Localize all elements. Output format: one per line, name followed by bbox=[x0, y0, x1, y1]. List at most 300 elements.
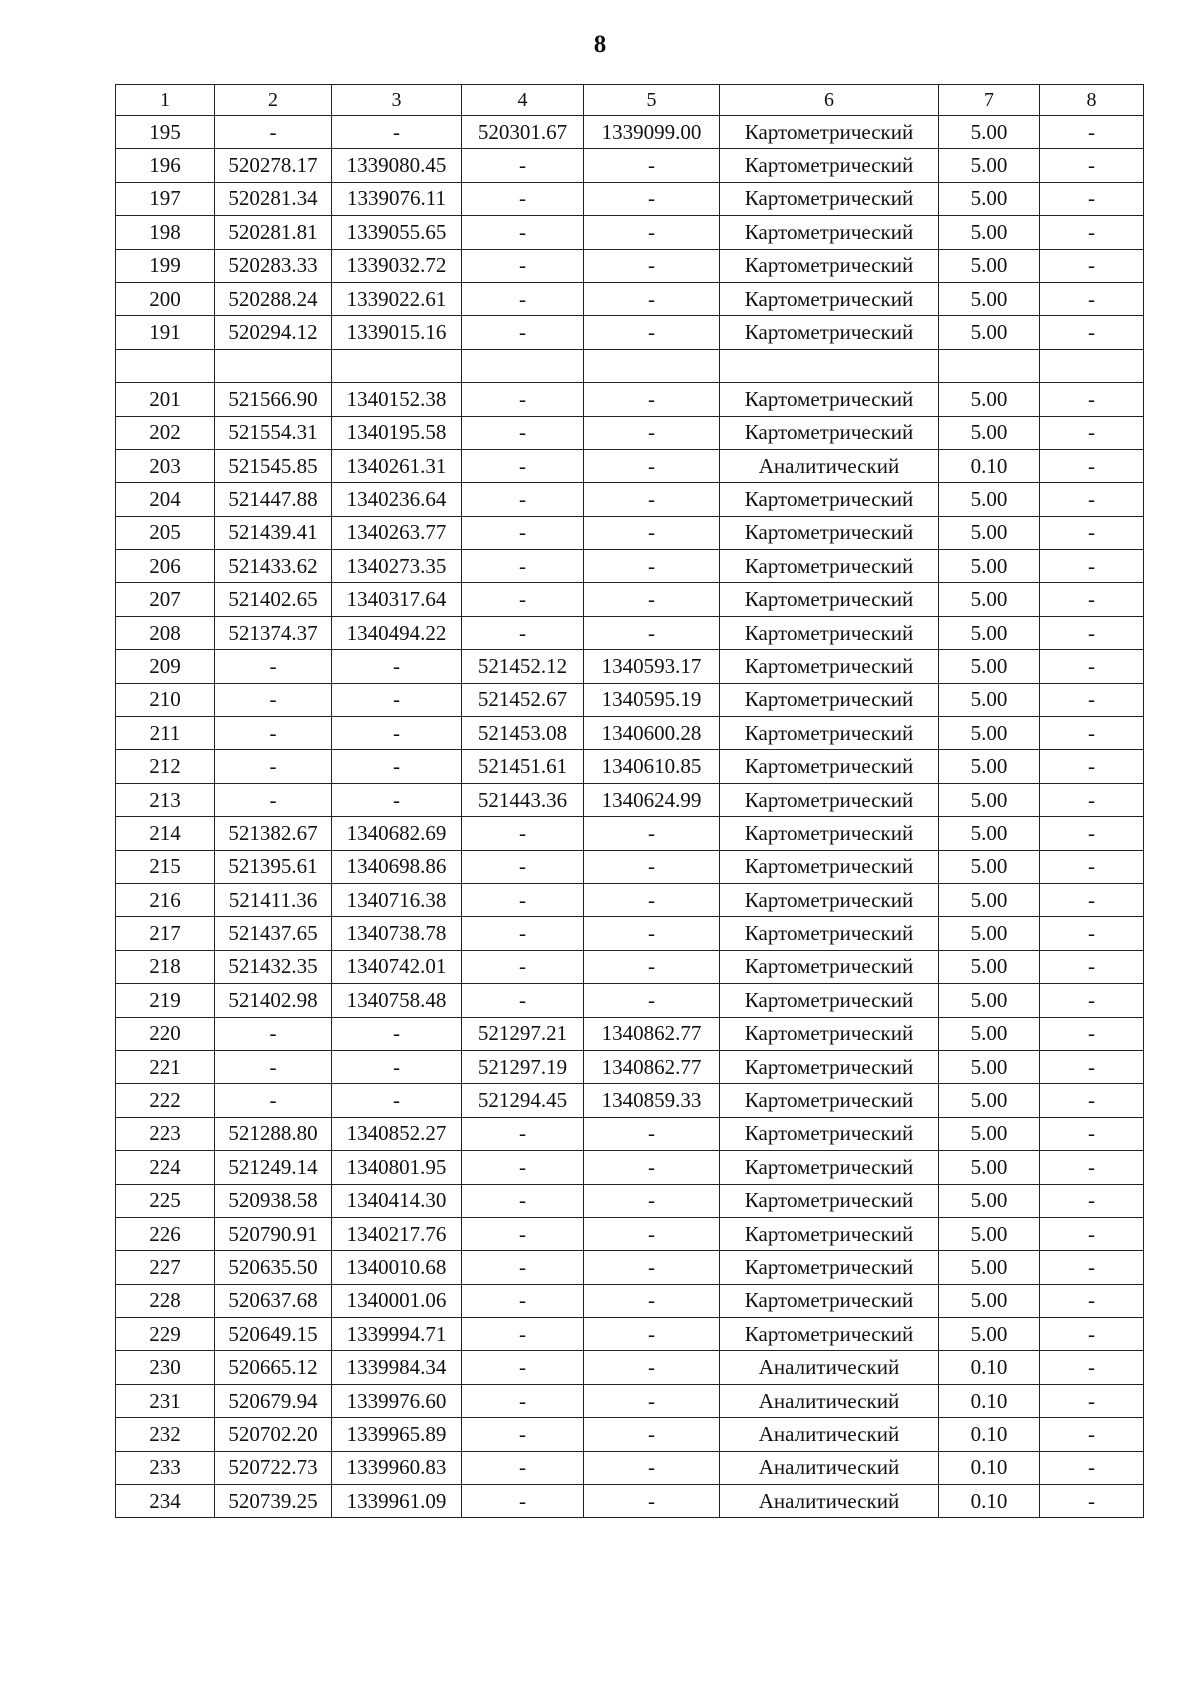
y-coordinate-alt-cell: - bbox=[584, 1284, 720, 1317]
y-coordinate-alt-cell: 1340624.99 bbox=[584, 783, 720, 816]
point-number-cell: 201 bbox=[116, 383, 215, 416]
y-coordinate-alt-cell: - bbox=[584, 950, 720, 983]
x-coordinate-cell: - bbox=[215, 650, 332, 683]
y-coordinate-cell: 1340273.35 bbox=[332, 550, 462, 583]
x-coordinate-alt-cell: - bbox=[462, 1318, 584, 1351]
y-coordinate-alt-cell: 1340593.17 bbox=[584, 650, 720, 683]
method-cell: Картометрический bbox=[720, 483, 939, 516]
x-coordinate-cell: 520665.12 bbox=[215, 1351, 332, 1384]
y-coordinate-alt-cell: - bbox=[584, 616, 720, 649]
y-coordinate-alt-cell: - bbox=[584, 1384, 720, 1417]
accuracy-cell: 5.00 bbox=[939, 1017, 1040, 1050]
x-coordinate-cell: 520649.15 bbox=[215, 1318, 332, 1351]
y-coordinate-alt-cell: - bbox=[584, 282, 720, 315]
y-coordinate-cell: - bbox=[332, 650, 462, 683]
table-row bbox=[116, 750, 1144, 783]
method-cell: Картометрический bbox=[720, 316, 939, 349]
y-coordinate-cell: 1340317.64 bbox=[332, 583, 462, 616]
description-cell: - bbox=[1040, 316, 1144, 349]
table-row bbox=[116, 316, 1144, 349]
method-cell: Картометрический bbox=[720, 883, 939, 916]
y-coordinate-cell: 1340236.64 bbox=[332, 483, 462, 516]
method-cell: Картометрический bbox=[720, 850, 939, 883]
y-coordinate-alt-cell: - bbox=[584, 917, 720, 950]
x-coordinate-alt-cell: - bbox=[462, 249, 584, 282]
accuracy-cell: 5.00 bbox=[939, 583, 1040, 616]
x-coordinate-alt-cell: - bbox=[462, 1351, 584, 1384]
y-coordinate-cell: 1339076.11 bbox=[332, 182, 462, 215]
x-coordinate-alt-cell: - bbox=[462, 950, 584, 983]
x-coordinate-cell: 521374.37 bbox=[215, 616, 332, 649]
y-coordinate-cell: 1340738.78 bbox=[332, 917, 462, 950]
point-number-cell: 216 bbox=[116, 883, 215, 916]
table-row bbox=[116, 984, 1144, 1017]
method-cell: Картометрический bbox=[720, 383, 939, 416]
y-coordinate-alt-cell: - bbox=[584, 383, 720, 416]
table-body bbox=[116, 116, 1144, 1518]
method-cell: Аналитический bbox=[720, 1384, 939, 1417]
point-number-cell: 208 bbox=[116, 616, 215, 649]
x-coordinate-cell: 521411.36 bbox=[215, 883, 332, 916]
point-number-cell: 197 bbox=[116, 182, 215, 215]
table-row bbox=[116, 483, 1144, 516]
y-coordinate-cell: 1339055.65 bbox=[332, 216, 462, 249]
description-cell: - bbox=[1040, 717, 1144, 750]
table-row bbox=[116, 1351, 1144, 1384]
y-coordinate-alt-cell: - bbox=[584, 817, 720, 850]
description-cell: - bbox=[1040, 1451, 1144, 1484]
x-coordinate-cell: 520790.91 bbox=[215, 1217, 332, 1250]
y-coordinate-alt-cell: - bbox=[584, 984, 720, 1017]
y-coordinate-alt-cell: - bbox=[584, 1184, 720, 1217]
method-cell: Картометрический bbox=[720, 750, 939, 783]
description-cell: - bbox=[1040, 850, 1144, 883]
y-coordinate-cell: 1340698.86 bbox=[332, 850, 462, 883]
y-coordinate-cell: 1339080.45 bbox=[332, 149, 462, 182]
coordinates-table bbox=[115, 84, 1144, 1518]
table-row bbox=[116, 650, 1144, 683]
y-coordinate-cell: 1339960.83 bbox=[332, 1451, 462, 1484]
x-coordinate-cell: 521249.14 bbox=[215, 1151, 332, 1184]
method-cell: Картометрический bbox=[720, 917, 939, 950]
y-coordinate-alt-cell: - bbox=[584, 216, 720, 249]
y-coordinate-alt-cell: - bbox=[584, 1117, 720, 1150]
column-header: 8 bbox=[1040, 85, 1144, 116]
table-row bbox=[116, 516, 1144, 549]
y-coordinate-cell bbox=[332, 349, 462, 382]
table-row bbox=[116, 1418, 1144, 1451]
table-row bbox=[116, 1050, 1144, 1083]
description-cell: - bbox=[1040, 383, 1144, 416]
x-coordinate-cell: 521439.41 bbox=[215, 516, 332, 549]
description-cell: - bbox=[1040, 149, 1144, 182]
description-cell: - bbox=[1040, 1284, 1144, 1317]
y-coordinate-alt-cell: - bbox=[584, 449, 720, 482]
accuracy-cell: 0.10 bbox=[939, 1485, 1040, 1518]
x-coordinate-alt-cell: - bbox=[462, 1284, 584, 1317]
y-coordinate-alt-cell: 1340595.19 bbox=[584, 683, 720, 716]
method-cell: Картометрический bbox=[720, 516, 939, 549]
description-cell: - bbox=[1040, 516, 1144, 549]
x-coordinate-cell: 520281.34 bbox=[215, 182, 332, 215]
point-number-cell: 231 bbox=[116, 1384, 215, 1417]
point-number-cell: 224 bbox=[116, 1151, 215, 1184]
x-coordinate-alt-cell: - bbox=[462, 383, 584, 416]
method-cell: Картометрический bbox=[720, 249, 939, 282]
description-cell: - bbox=[1040, 116, 1144, 149]
table-row bbox=[116, 1284, 1144, 1317]
point-number-cell: 206 bbox=[116, 550, 215, 583]
x-coordinate-cell: 521433.62 bbox=[215, 550, 332, 583]
y-coordinate-cell: - bbox=[332, 717, 462, 750]
y-coordinate-alt-cell: - bbox=[584, 883, 720, 916]
y-coordinate-cell: 1340682.69 bbox=[332, 817, 462, 850]
x-coordinate-alt-cell: - bbox=[462, 182, 584, 215]
y-coordinate-cell: - bbox=[332, 1017, 462, 1050]
x-coordinate-alt-cell: 521294.45 bbox=[462, 1084, 584, 1117]
y-coordinate-alt-cell bbox=[584, 349, 720, 382]
y-coordinate-alt-cell: - bbox=[584, 149, 720, 182]
point-number-cell: 210 bbox=[116, 683, 215, 716]
point-number-cell: 207 bbox=[116, 583, 215, 616]
x-coordinate-alt-cell: - bbox=[462, 583, 584, 616]
accuracy-cell: 5.00 bbox=[939, 817, 1040, 850]
table-row bbox=[116, 850, 1144, 883]
accuracy-cell: 5.00 bbox=[939, 683, 1040, 716]
accuracy-cell: 5.00 bbox=[939, 316, 1040, 349]
table-row bbox=[116, 1117, 1144, 1150]
y-coordinate-alt-cell: - bbox=[584, 1251, 720, 1284]
y-coordinate-alt-cell: - bbox=[584, 850, 720, 883]
y-coordinate-cell: 1340001.06 bbox=[332, 1284, 462, 1317]
accuracy-cell: 5.00 bbox=[939, 182, 1040, 215]
y-coordinate-cell: - bbox=[332, 1084, 462, 1117]
x-coordinate-cell: - bbox=[215, 783, 332, 816]
accuracy-cell: 5.00 bbox=[939, 1151, 1040, 1184]
x-coordinate-cell: - bbox=[215, 1017, 332, 1050]
description-cell: - bbox=[1040, 683, 1144, 716]
description-cell: - bbox=[1040, 1418, 1144, 1451]
table-row bbox=[116, 216, 1144, 249]
x-coordinate-alt-cell: 521451.61 bbox=[462, 750, 584, 783]
x-coordinate-alt-cell: - bbox=[462, 850, 584, 883]
y-coordinate-alt-cell: 1340862.77 bbox=[584, 1050, 720, 1083]
column-header: 4 bbox=[462, 85, 584, 116]
table-row bbox=[116, 282, 1144, 315]
x-coordinate-alt-cell: 521297.19 bbox=[462, 1050, 584, 1083]
x-coordinate-cell: 520278.17 bbox=[215, 149, 332, 182]
accuracy-cell: 5.00 bbox=[939, 616, 1040, 649]
description-cell: - bbox=[1040, 1485, 1144, 1518]
table-row bbox=[116, 1318, 1144, 1351]
description-cell: - bbox=[1040, 249, 1144, 282]
x-coordinate-cell: 521432.35 bbox=[215, 950, 332, 983]
table-header bbox=[116, 85, 1144, 116]
x-coordinate-cell: - bbox=[215, 1084, 332, 1117]
x-coordinate-alt-cell: - bbox=[462, 516, 584, 549]
table-row bbox=[116, 1485, 1144, 1518]
y-coordinate-alt-cell: - bbox=[584, 1217, 720, 1250]
accuracy-cell: 0.10 bbox=[939, 1384, 1040, 1417]
y-coordinate-cell: 1339032.72 bbox=[332, 249, 462, 282]
description-cell: - bbox=[1040, 1017, 1144, 1050]
table-row bbox=[116, 1184, 1144, 1217]
accuracy-cell: 5.00 bbox=[939, 550, 1040, 583]
y-coordinate-cell: 1340010.68 bbox=[332, 1251, 462, 1284]
x-coordinate-cell: 521395.61 bbox=[215, 850, 332, 883]
y-coordinate-alt-cell: - bbox=[584, 1151, 720, 1184]
method-cell: Картометрический bbox=[720, 1284, 939, 1317]
point-number-cell: 214 bbox=[116, 817, 215, 850]
method-cell: Картометрический bbox=[720, 182, 939, 215]
y-coordinate-cell: 1339984.34 bbox=[332, 1351, 462, 1384]
x-coordinate-cell: 521402.65 bbox=[215, 583, 332, 616]
x-coordinate-alt-cell: 521452.12 bbox=[462, 650, 584, 683]
description-cell: - bbox=[1040, 483, 1144, 516]
description-cell: - bbox=[1040, 1384, 1144, 1417]
method-cell: Аналитический bbox=[720, 1351, 939, 1384]
description-cell: - bbox=[1040, 1184, 1144, 1217]
table-row bbox=[116, 917, 1144, 950]
table-row bbox=[116, 249, 1144, 282]
accuracy-cell: 5.00 bbox=[939, 984, 1040, 1017]
x-coordinate-cell: 521382.67 bbox=[215, 817, 332, 850]
x-coordinate-alt-cell: - bbox=[462, 149, 584, 182]
accuracy-cell: 5.00 bbox=[939, 1318, 1040, 1351]
table-row bbox=[116, 783, 1144, 816]
y-coordinate-cell: 1339994.71 bbox=[332, 1318, 462, 1351]
table-row bbox=[116, 383, 1144, 416]
description-cell: - bbox=[1040, 1084, 1144, 1117]
y-coordinate-cell: 1340152.38 bbox=[332, 383, 462, 416]
accuracy-cell: 5.00 bbox=[939, 516, 1040, 549]
accuracy-cell: 5.00 bbox=[939, 116, 1040, 149]
y-coordinate-alt-cell: 1340859.33 bbox=[584, 1084, 720, 1117]
x-coordinate-alt-cell: - bbox=[462, 984, 584, 1017]
accuracy-cell: 5.00 bbox=[939, 950, 1040, 983]
page-number: 8 bbox=[593, 31, 607, 58]
y-coordinate-alt-cell: 1339099.00 bbox=[584, 116, 720, 149]
accuracy-cell: 5.00 bbox=[939, 383, 1040, 416]
y-coordinate-alt-cell: - bbox=[584, 1451, 720, 1484]
column-header: 3 bbox=[332, 85, 462, 116]
x-coordinate-alt-cell: - bbox=[462, 316, 584, 349]
y-coordinate-alt-cell: - bbox=[584, 1418, 720, 1451]
point-number-cell: 228 bbox=[116, 1284, 215, 1317]
description-cell: - bbox=[1040, 1217, 1144, 1250]
table-row bbox=[116, 1251, 1144, 1284]
accuracy-cell: 5.00 bbox=[939, 1284, 1040, 1317]
description-cell: - bbox=[1040, 583, 1144, 616]
point-number-cell: 226 bbox=[116, 1217, 215, 1250]
description-cell: - bbox=[1040, 783, 1144, 816]
y-coordinate-cell: 1339022.61 bbox=[332, 282, 462, 315]
column-header: 6 bbox=[720, 85, 939, 116]
table-row bbox=[116, 349, 1144, 382]
x-coordinate-alt-cell: - bbox=[462, 1384, 584, 1417]
y-coordinate-alt-cell: 1340600.28 bbox=[584, 717, 720, 750]
x-coordinate-cell: 520281.81 bbox=[215, 216, 332, 249]
method-cell: Картометрический bbox=[720, 1017, 939, 1050]
point-number-cell: 225 bbox=[116, 1184, 215, 1217]
column-header: 7 bbox=[939, 85, 1040, 116]
description-cell: - bbox=[1040, 1251, 1144, 1284]
y-coordinate-alt-cell: - bbox=[584, 416, 720, 449]
point-number-cell: 232 bbox=[116, 1418, 215, 1451]
point-number-cell: 227 bbox=[116, 1251, 215, 1284]
accuracy-cell: 5.00 bbox=[939, 483, 1040, 516]
accuracy-cell: 5.00 bbox=[939, 416, 1040, 449]
description-cell: - bbox=[1040, 1117, 1144, 1150]
y-coordinate-cell: 1339965.89 bbox=[332, 1418, 462, 1451]
y-coordinate-cell: 1340195.58 bbox=[332, 416, 462, 449]
accuracy-cell: 5.00 bbox=[939, 650, 1040, 683]
x-coordinate-cell: - bbox=[215, 750, 332, 783]
table-row bbox=[116, 1151, 1144, 1184]
y-coordinate-cell: - bbox=[332, 1050, 462, 1083]
x-coordinate-cell: 520288.24 bbox=[215, 282, 332, 315]
x-coordinate-alt-cell: - bbox=[462, 449, 584, 482]
point-number-cell: 212 bbox=[116, 750, 215, 783]
x-coordinate-cell: - bbox=[215, 717, 332, 750]
method-cell: Картометрический bbox=[720, 416, 939, 449]
x-coordinate-alt-cell: 520301.67 bbox=[462, 116, 584, 149]
y-coordinate-alt-cell: - bbox=[584, 182, 720, 215]
table-row bbox=[116, 717, 1144, 750]
accuracy-cell: 5.00 bbox=[939, 717, 1040, 750]
point-number-cell: 221 bbox=[116, 1050, 215, 1083]
method-cell: Картометрический bbox=[720, 149, 939, 182]
accuracy-cell: 0.10 bbox=[939, 1418, 1040, 1451]
y-coordinate-cell: 1340801.95 bbox=[332, 1151, 462, 1184]
point-number-cell: 220 bbox=[116, 1017, 215, 1050]
y-coordinate-alt-cell: - bbox=[584, 1318, 720, 1351]
x-coordinate-alt-cell: - bbox=[462, 483, 584, 516]
description-cell: - bbox=[1040, 550, 1144, 583]
point-number-cell: 233 bbox=[116, 1451, 215, 1484]
method-cell: Картометрический bbox=[720, 216, 939, 249]
method-cell: Картометрический bbox=[720, 1084, 939, 1117]
y-coordinate-alt-cell: 1340862.77 bbox=[584, 1017, 720, 1050]
y-coordinate-cell: 1340758.48 bbox=[332, 984, 462, 1017]
header-row bbox=[116, 85, 1144, 116]
point-number-cell: 223 bbox=[116, 1117, 215, 1150]
x-coordinate-alt-cell: - bbox=[462, 1117, 584, 1150]
accuracy-cell: 0.10 bbox=[939, 449, 1040, 482]
x-coordinate-cell: 520283.33 bbox=[215, 249, 332, 282]
y-coordinate-cell: - bbox=[332, 783, 462, 816]
table-row bbox=[116, 416, 1144, 449]
y-coordinate-cell: 1340742.01 bbox=[332, 950, 462, 983]
description-cell: - bbox=[1040, 449, 1144, 482]
method-cell: Картометрический bbox=[720, 683, 939, 716]
point-number-cell: 191 bbox=[116, 316, 215, 349]
x-coordinate-alt-cell: - bbox=[462, 1418, 584, 1451]
table-row bbox=[116, 550, 1144, 583]
method-cell: Картометрический bbox=[720, 1117, 939, 1150]
table-row bbox=[116, 1384, 1144, 1417]
method-cell: Картометрический bbox=[720, 717, 939, 750]
accuracy-cell: 5.00 bbox=[939, 216, 1040, 249]
point-number-cell: 213 bbox=[116, 783, 215, 816]
description-cell: - bbox=[1040, 950, 1144, 983]
point-number-cell: 199 bbox=[116, 249, 215, 282]
y-coordinate-alt-cell: 1340610.85 bbox=[584, 750, 720, 783]
y-coordinate-alt-cell: - bbox=[584, 550, 720, 583]
point-number-cell: 218 bbox=[116, 950, 215, 983]
y-coordinate-cell: 1339015.16 bbox=[332, 316, 462, 349]
method-cell: Картометрический bbox=[720, 1217, 939, 1250]
accuracy-cell: 5.00 bbox=[939, 1117, 1040, 1150]
x-coordinate-alt-cell: - bbox=[462, 216, 584, 249]
x-coordinate-alt-cell: 521453.08 bbox=[462, 717, 584, 750]
point-number-cell: 217 bbox=[116, 917, 215, 950]
x-coordinate-alt-cell: - bbox=[462, 817, 584, 850]
x-coordinate-cell: - bbox=[215, 683, 332, 716]
x-coordinate-cell: 521437.65 bbox=[215, 917, 332, 950]
description-cell bbox=[1040, 349, 1144, 382]
x-coordinate-alt-cell: 521452.67 bbox=[462, 683, 584, 716]
table-row bbox=[116, 449, 1144, 482]
point-number-cell: 203 bbox=[116, 449, 215, 482]
method-cell: Картометрический bbox=[720, 116, 939, 149]
method-cell: Аналитический bbox=[720, 1418, 939, 1451]
accuracy-cell bbox=[939, 349, 1040, 382]
x-coordinate-alt-cell: - bbox=[462, 1184, 584, 1217]
y-coordinate-alt-cell: - bbox=[584, 1485, 720, 1518]
x-coordinate-alt-cell: - bbox=[462, 1217, 584, 1250]
point-number-cell: 205 bbox=[116, 516, 215, 549]
point-number-cell: 229 bbox=[116, 1318, 215, 1351]
point-number-cell: 202 bbox=[116, 416, 215, 449]
accuracy-cell: 5.00 bbox=[939, 750, 1040, 783]
method-cell: Картометрический bbox=[720, 650, 939, 683]
x-coordinate-cell: 520679.94 bbox=[215, 1384, 332, 1417]
description-cell: - bbox=[1040, 616, 1144, 649]
x-coordinate-alt-cell: - bbox=[462, 1451, 584, 1484]
x-coordinate-alt-cell: - bbox=[462, 282, 584, 315]
x-coordinate-alt-cell: 521443.36 bbox=[462, 783, 584, 816]
description-cell: - bbox=[1040, 1318, 1144, 1351]
x-coordinate-cell: 520938.58 bbox=[215, 1184, 332, 1217]
accuracy-cell: 5.00 bbox=[939, 850, 1040, 883]
y-coordinate-cell: 1340852.27 bbox=[332, 1117, 462, 1150]
description-cell: - bbox=[1040, 1151, 1144, 1184]
description-cell: - bbox=[1040, 1351, 1144, 1384]
method-cell: Аналитический bbox=[720, 1485, 939, 1518]
description-cell: - bbox=[1040, 216, 1144, 249]
accuracy-cell: 5.00 bbox=[939, 149, 1040, 182]
y-coordinate-cell: - bbox=[332, 683, 462, 716]
accuracy-cell: 5.00 bbox=[939, 1217, 1040, 1250]
accuracy-cell: 5.00 bbox=[939, 1184, 1040, 1217]
point-number-cell: 219 bbox=[116, 984, 215, 1017]
y-coordinate-cell: - bbox=[332, 116, 462, 149]
method-cell: Картометрический bbox=[720, 1151, 939, 1184]
point-number-cell: 200 bbox=[116, 282, 215, 315]
point-number-cell: 211 bbox=[116, 717, 215, 750]
method-cell: Картометрический bbox=[720, 583, 939, 616]
accuracy-cell: 0.10 bbox=[939, 1351, 1040, 1384]
accuracy-cell: 0.10 bbox=[939, 1451, 1040, 1484]
y-coordinate-cell: 1340414.30 bbox=[332, 1184, 462, 1217]
description-cell: - bbox=[1040, 817, 1144, 850]
table-row bbox=[116, 616, 1144, 649]
table-row bbox=[116, 182, 1144, 215]
y-coordinate-alt-cell: - bbox=[584, 249, 720, 282]
x-coordinate-cell: 521447.88 bbox=[215, 483, 332, 516]
column-header: 2 bbox=[215, 85, 332, 116]
